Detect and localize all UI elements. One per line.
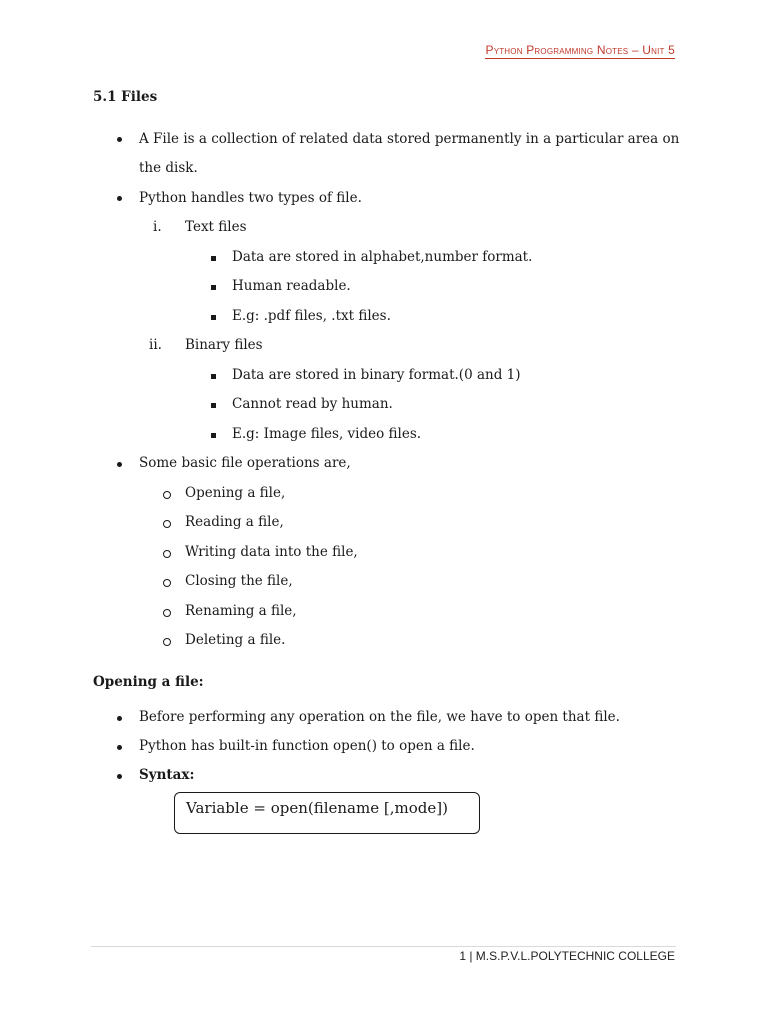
square-bullet: [211, 256, 216, 261]
circle-bullet: [163, 579, 171, 587]
circle-bullet: [163, 609, 171, 617]
binary-files-item: Data are stored in binary format.(0 and 1): [232, 367, 521, 383]
section-heading: 5.1 Files: [93, 89, 158, 105]
bullet-file-definition-cont: the disk.: [139, 160, 198, 176]
operation-item: Reading a file,: [185, 514, 284, 530]
binary-files-item: E.g: Image files, video files.: [232, 426, 422, 442]
text-files-label: Text files: [185, 219, 247, 235]
square-bullet: [211, 315, 216, 320]
circle-bullet: [163, 550, 171, 558]
operation-item: Renaming a file,: [185, 603, 297, 619]
bullet-file-types: Python handles two types of file.: [139, 190, 362, 206]
page-footer: 1 | M.S.P.V.L.POLYTECHNIC COLLEGE: [459, 949, 675, 963]
bullet-marker: [117, 196, 122, 201]
circle-bullet: [163, 520, 171, 528]
bullet-marker: [117, 137, 122, 142]
syntax-label: Syntax:: [139, 767, 195, 783]
roman-marker-ii: ii.: [149, 337, 162, 353]
opening-bullet: Python has built-in function open() to open a file.: [139, 738, 475, 754]
text-files-item: Human readable.: [232, 278, 351, 294]
bullet-file-definition: A File is a collection of related data stored permanently in a particular area on: [139, 131, 680, 147]
bullet-file-operations: Some basic file operations are,: [139, 455, 351, 471]
opening-file-heading: Opening a file:: [93, 674, 204, 690]
square-bullet: [211, 285, 216, 290]
text-files-item: E.g: .pdf files, .txt files.: [232, 308, 391, 324]
circle-bullet: [163, 638, 171, 646]
bullet-marker: [117, 774, 122, 779]
roman-marker-i: i.: [153, 219, 162, 235]
binary-files-label: Binary files: [185, 337, 263, 353]
operation-item: Deleting a file.: [185, 632, 286, 648]
binary-files-item: Cannot read by human.: [232, 396, 393, 412]
operation-item: Opening a file,: [185, 485, 286, 501]
bullet-marker: [117, 745, 122, 750]
operation-item: Closing the file,: [185, 573, 293, 589]
bullet-marker: [117, 716, 122, 721]
circle-bullet: [163, 491, 171, 499]
bullet-marker: [117, 462, 122, 467]
text-files-item: Data are stored in alphabet,number format.: [232, 249, 533, 265]
square-bullet: [211, 433, 216, 438]
square-bullet: [211, 403, 216, 408]
syntax-box: Variable = open(filename [,mode]): [174, 792, 480, 834]
footer-rule: [91, 946, 676, 947]
opening-bullet: Before performing any operation on the file, we have to open that file.: [139, 709, 620, 725]
operation-item: Writing data into the file,: [185, 544, 358, 560]
square-bullet: [211, 374, 216, 379]
page-header: Python Programming Notes – Unit 5: [485, 43, 675, 57]
